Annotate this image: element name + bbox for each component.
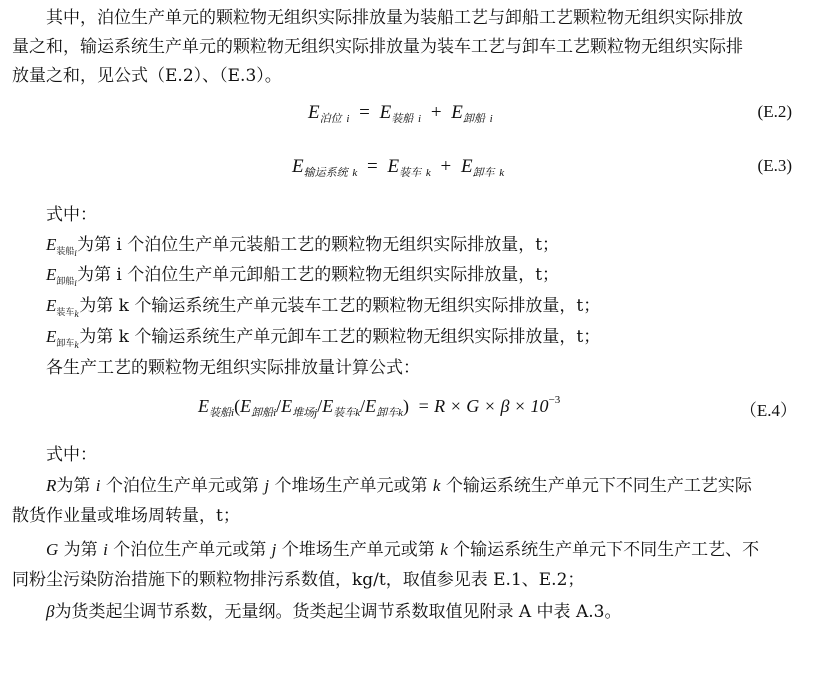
eq-symbol: E [281,396,293,416]
def-index: k [74,310,80,319]
eq-index: k [499,167,505,179]
eq-symbol: E [365,396,377,416]
def-index: i [74,249,77,258]
eq-operator: = [367,156,378,177]
eq-symbol: E [198,396,209,416]
equation-e4 [0,392,837,426]
definition-line [46,322,806,355]
def-index: i [74,279,77,288]
equation-e3-body [292,156,504,178]
eq-symbol: E [379,102,392,123]
def-text: 个输运系统生产单元下不同生产工艺、不 [447,540,760,560]
def-symbol: G [46,540,59,559]
eq-symbol: E [387,156,400,177]
def-index: j [264,476,270,495]
eq-index: i [231,407,235,419]
eq-index: i [418,113,422,125]
def-subscript: 装车 [56,308,75,318]
eq-symbol: E [322,396,334,416]
def-symbol: E [46,296,57,315]
def-text: 个输运系统生产单元下不同生产工艺实际 [440,476,752,496]
eq-subscript: 装车 [399,167,422,179]
eq-exponent: −3 [548,394,561,406]
def-index: k [440,540,448,559]
def-index: i [103,540,108,559]
def-symbol: E [46,235,57,254]
eq-paren: ) [403,396,410,416]
equation-number-e2: (E.2) [757,102,792,121]
def-index: i [95,476,101,495]
eq-symbol: E [292,156,304,177]
eq-index: i [346,113,350,125]
eq-subscript: 装船 [209,407,231,419]
def-text: 个堆场生产单元或第 [276,540,441,560]
definition-line [46,291,806,324]
g-definition-line-2: 同粉尘污染防治措施下的颗粒物排污系数值，kg/t，取值参见表 E.1、E.2； [12,570,585,590]
eq-paren: ( [234,396,241,416]
def-symbol: E [46,327,57,346]
def-text: 为第 i 个泊位生产单元装船工艺的颗粒物无组织实际排放量，t； [76,235,560,255]
def-symbol: R [46,476,57,495]
eq-subscript: 卸船 [251,407,274,419]
def-subscript: 卸船 [56,277,75,287]
def-text: 为第 [56,476,96,496]
where-label-1: 式中： [46,205,97,225]
equation-number-e4: （E.4） [739,401,797,420]
eq-index: i [489,113,493,125]
def-index: k [432,476,441,495]
paragraph-line-2: 量之和，输运系统生产单元的颗粒物无组织实际排放量为装车工艺与卸车工艺颗粒物无组织实际排 [12,37,743,57]
def-index: k [74,341,80,350]
formula-intro: 各生产工艺的颗粒物无组织实际排放量计算公式： [46,358,420,378]
eq-symbol: E [460,156,473,177]
eq-index: k [355,407,361,419]
def-index: j [271,540,277,559]
equation-number-e3: (E.3) [757,156,792,175]
def-symbol: E [46,265,57,284]
paragraph-line-3: 放量之和，见公式（E.2）、（E.3）。 [12,66,282,86]
eq-index: j [314,407,318,419]
eq-index: k [425,167,431,179]
r-definition-line-1 [46,471,806,501]
def-subscript: 卸车 [56,339,75,349]
def-text: 为第 k 个输运系统生产单元装车工艺的颗粒物无组织实际排放量，t； [79,296,601,316]
def-text: 为第 [58,540,104,560]
eq-symbol: E [308,102,320,123]
def-text: 为第 i 个泊位生产单元卸船工艺的颗粒物无组织实际排放量，t； [76,265,560,285]
eq-index: k [352,167,358,179]
eq-symbol: E [240,396,252,416]
definition-line [46,230,806,263]
g-definition-line-1 [46,535,806,565]
def-text: 个堆场生产单元或第 [269,476,433,496]
eq-subscript: 装船 [391,113,414,125]
paragraph-line-1: 其中，泊位生产单元的颗粒物无组织实际排放量为装船工艺与卸船工艺颗粒物无组织实际排放 [46,8,743,28]
eq-symbol: E [451,102,463,123]
def-symbol: β [46,602,55,621]
definition-line [46,260,806,293]
r-definition-line-2: 散货作业量或堆场周转量，t； [12,506,240,526]
eq-index: i [273,407,277,419]
eq-subscript: 装车 [333,407,356,419]
eq-subscript: 卸车 [376,407,399,419]
eq-subscript: 泊位 [319,113,342,125]
eq-slash: / [360,396,366,416]
eq-operator: + [440,156,452,177]
def-text: 个泊位生产单元或第 [100,476,265,496]
beta-definition-line [46,597,806,627]
eq-index: k [398,407,404,419]
equation-e3 [0,152,837,186]
def-text: 为货类起尘调节系数，无量纲。货类起尘调节系数取值见附录 A 中表 A.3。 [54,602,622,622]
equation-e2-body [308,102,493,124]
eq-operator: + [430,102,442,123]
equation-e4-body [198,396,560,417]
eq-operator: = [359,102,370,123]
where-label-2: 式中： [46,445,97,465]
eq-slash: / [276,396,282,416]
def-text: 为第 k 个输运系统生产单元卸车工艺的颗粒物无组织实际排放量，t； [79,327,601,347]
eq-subscript: 输运系统 [303,167,348,179]
eq-slash: / [317,396,323,416]
eq-rhs: = R × G × β × 10 [417,396,549,416]
eq-subscript: 卸船 [462,113,485,125]
equation-e2 [0,98,837,132]
eq-subscript: 卸车 [472,167,495,179]
def-subscript: 装船 [56,247,75,257]
def-text: 个泊位生产单元或第 [107,540,272,560]
eq-subscript: 堆场 [292,407,315,419]
